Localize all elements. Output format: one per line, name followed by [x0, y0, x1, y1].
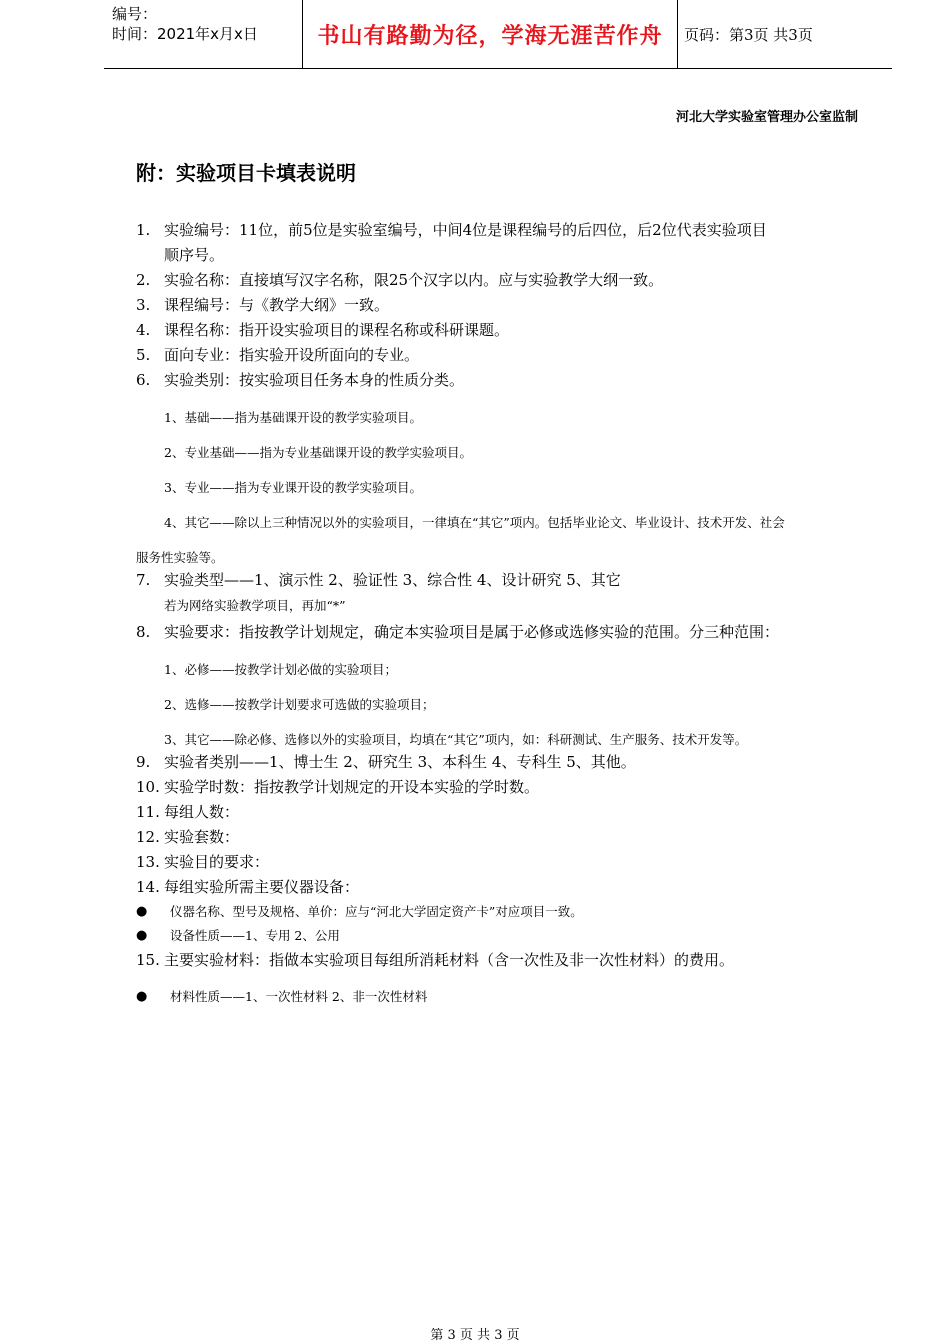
list-item: 6. 实验类别：按实验项目任务本身的性质分类。 — [136, 371, 465, 389]
list-item-continuation: 顺序号。 — [164, 246, 225, 264]
sub-item-continuation: 服务性实验等。 — [136, 550, 224, 565]
sub-item: 3、其它——除必修、选修以外的实验项目，均填在“其它”项内，如：科研测试、生产服务、技术开发等。 — [164, 732, 748, 747]
page-footer — [0, 1324, 950, 1343]
list-item: 15. 主要实验材料：指做本实验项目每组所消耗材料（含一次性及非一次性材料）的费用。 — [136, 951, 735, 969]
list-item: 13. 实验目的要求： — [136, 853, 270, 871]
list-item: 12. 实验套数： — [136, 828, 240, 846]
page-title: 附：实验项目卡填表说明 — [136, 161, 356, 185]
sub-item: 1、必修——按教学计划必做的实验项目； — [164, 662, 397, 677]
header-left — [112, 0, 302, 72]
list-item: 2. 实验名称：直接填写汉字名称，限25个汉字以内。应与实验教学大纲一致。 — [136, 271, 664, 289]
sub-item: 2、选修——按教学计划要求可选做的实验项目； — [164, 697, 435, 712]
list-item: 14. 每组实验所需主要仪器设备： — [136, 878, 360, 896]
sub-item: 3、专业——指为专业课开设的教学实验项目。 — [164, 480, 422, 495]
list-item: 11. 每组人数： — [136, 803, 240, 821]
sub-item: 2、专业基础——指为专业基础课开设的教学实验项目。 — [164, 445, 472, 460]
header-bianhao: 编号： — [112, 5, 158, 23]
bullet-icon: ● — [136, 904, 148, 919]
document-body — [136, 218, 866, 1009]
list-item: 7. 实验类型——1、演示性 2、验证性 3、综合性 4、设计研究 5、其它 — [136, 571, 621, 589]
header-page: 页码：第3页 共3页 — [684, 25, 813, 44]
bullet-icon: ● — [136, 989, 148, 1004]
header-slogan: 书山有路勤为径，学海无涯苦作舟 — [302, 0, 678, 68]
list-item: 4. 课程名称：指开设实验项目的课程名称或科研课题。 — [136, 321, 510, 339]
bullet-icon: ● — [136, 928, 148, 943]
list-item: 5. 面向专业：指实验开设所面向的专业。 — [136, 346, 420, 364]
page-number: 第 3 页 共 3 页 — [430, 1328, 520, 1343]
sub-item: 若为网络实验教学项目，再加“*” — [164, 598, 346, 613]
header-time: 时间：2021年x月x日 — [112, 25, 258, 43]
list-item: 8. 实验要求：指按教学计划规定，确定本实验项目是属于必修或选修实验的范围。分三种范围： — [136, 623, 780, 641]
office-label: 河北大学实验室管理办公室监制 — [675, 110, 858, 125]
bullet-item: ● 材料性质——1、一次性材料 2、非一次性材料 — [136, 985, 866, 1009]
list-item: 1. 实验编号：11位，前5位是实验室编号，中间4位是课程编号的后四位，后2位代表实验项目 — [136, 221, 767, 239]
page-header — [104, 0, 892, 69]
bullet-item: ● 仪器名称、型号及规格、单价：应与“河北大学固定资产卡”对应项目一致。 — [136, 900, 866, 924]
list-item: 3. 课程编号：与《教学大纲》一致。 — [136, 296, 390, 314]
sub-item: 1、基础——指为基础课开设的教学实验项目。 — [164, 410, 422, 425]
bullet-item: ● 设备性质——1、专用 2、公用 — [136, 924, 866, 948]
list-item: 9. 实验者类别——1、博士生 2、研究生 3、本科生 4、专科生 5、其他。 — [136, 753, 636, 771]
list-item: 10. 实验学时数：指按教学计划规定的开设本实验的学时数。 — [136, 778, 540, 796]
sub-item: 4、其它——除以上三种情况以外的实验项目，一律填在“其它”项内。包括毕业论文、毕业设计、技术开发、社会 — [164, 515, 785, 530]
